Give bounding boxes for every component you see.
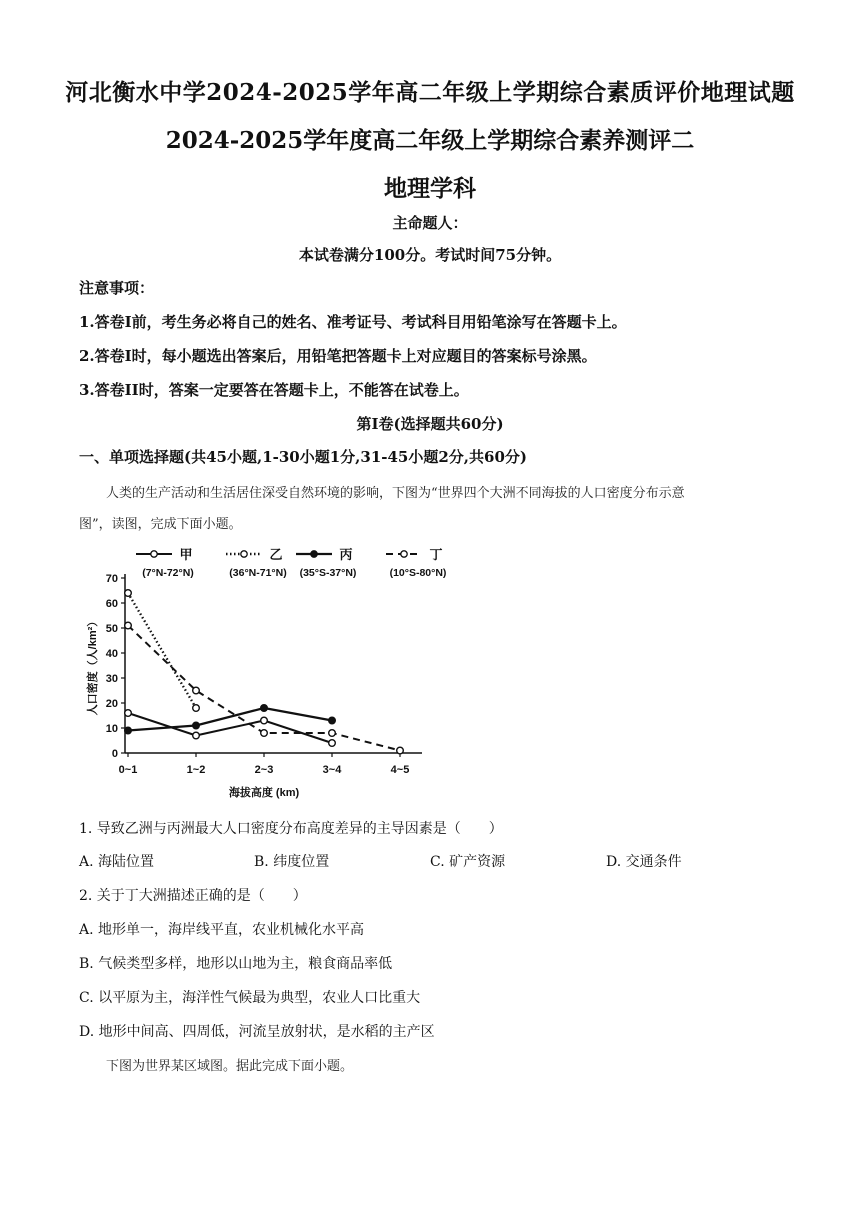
question-1-stem: 1. 导致乙洲与丙洲最大人口密度分布高度差异的主导因素是（ ）: [79, 821, 503, 837]
y-tick-label: 0: [111, 748, 118, 760]
note-item: 1.答卷I前，考生务必将自己的姓名、准考证号、考试科目用铅笔涂写在答题卡上。: [79, 313, 627, 331]
y-tick-label: 10: [105, 723, 118, 735]
note-item: 3.答卷II时，答案一定要答在答题卡上，不能答在试卷上。: [79, 381, 469, 399]
data-point: [397, 747, 404, 754]
q1-option-a[interactable]: A. 海陆位置: [79, 854, 155, 870]
y-tick-label: 70: [105, 573, 118, 585]
x-tick-label: 1~2: [186, 764, 206, 776]
data-point: [329, 730, 336, 737]
legend-swatch-marker: [311, 551, 317, 557]
section-title: 一、单项选择题(共45小题,1-30小题1分,31-45小题2分,共60分): [79, 448, 527, 466]
intro-text-line1: 人类的生产活动和生活居住深受自然环境的影响，下图为“世界四个大洲不同海拔的人口密度分布示意: [106, 486, 685, 501]
y-tick-label: 30: [105, 673, 118, 685]
y-tick-label: 40: [105, 648, 118, 660]
data-point: [261, 717, 268, 724]
subject-title: 地理学科: [384, 175, 476, 202]
y-tick-label: 50: [105, 623, 118, 635]
data-point: [193, 732, 200, 739]
data-point: [125, 622, 132, 629]
legend-range: (35°S-37°N): [299, 567, 357, 579]
q2-option-b[interactable]: B. 气候类型多样，地形以山地为主，粮食商品率低: [79, 956, 393, 972]
chart-series: [125, 590, 404, 754]
legend-label: 甲: [179, 547, 193, 562]
data-point: [329, 740, 336, 747]
data-point: [125, 727, 132, 734]
x-tick-label: 0~1: [118, 764, 138, 776]
legend-range: (36°N-71°N): [229, 567, 287, 579]
exam-title: 河北衡水中学2024-2025学年高二年级上学期综合素质评价地理试题: [65, 79, 795, 106]
exam-subtitle: 2024-2025学年度高二年级上学期综合素养测评二: [165, 127, 695, 154]
next-intro: 下图为世界某区域图。据此完成下面小题。: [106, 1059, 354, 1074]
population-density-chart: [84, 540, 454, 810]
data-point: [329, 717, 336, 724]
legend-swatch-marker: [241, 551, 247, 557]
x-tick-label: 3~4: [322, 764, 342, 776]
legend-swatch-marker: [151, 551, 157, 557]
part-title: 第I卷(选择题共60分): [356, 415, 504, 433]
data-point: [193, 722, 200, 729]
legend-swatch-marker: [401, 551, 407, 557]
data-point: [193, 687, 200, 694]
series-line-1: [128, 593, 196, 708]
x-tick-label: 2~3: [254, 764, 274, 776]
data-point: [125, 710, 132, 717]
note-item: 2.答卷I时，每小题选出答案后，用铅笔把答题卡上对应题目的答案标号涂黑。: [79, 347, 597, 365]
q1-option-b[interactable]: B. 纬度位置: [254, 854, 330, 870]
data-point: [261, 705, 268, 712]
q2-option-d[interactable]: D. 地形中间高、四周低，河流呈放射状，是水稻的主产区: [79, 1024, 435, 1040]
y-axis-title: 人口密度（人/km²）: [87, 615, 99, 716]
setter-line: 主命题人：: [392, 214, 468, 232]
legend-label: 乙: [269, 547, 283, 562]
data-point: [125, 590, 132, 597]
exam-info: 本试卷满分100分。考试时间75分钟。: [298, 246, 562, 264]
legend-label: 丁: [429, 547, 443, 562]
x-tick-label: 4~5: [390, 764, 410, 776]
y-tick-label: 20: [105, 698, 118, 710]
question-2-stem: 2. 关于丁大洲描述正确的是（ ）: [79, 888, 307, 904]
legend-range: (10°S-80°N): [389, 567, 447, 579]
intro-text-line2: 图”，读图，完成下面小题。: [79, 517, 242, 532]
legend-label: 丙: [339, 547, 353, 562]
chart-legend: [136, 547, 446, 579]
q2-option-a[interactable]: A. 地形单一，海岸线平直，农业机械化水平高: [79, 922, 365, 938]
legend-range: (7°N-72°N): [142, 567, 194, 579]
x-axis-title: 海拔高度 (km): [228, 787, 300, 799]
data-point: [261, 730, 268, 737]
q2-option-c[interactable]: C. 以平原为主，海洋性气候最为典型，农业人口比重大: [79, 990, 421, 1006]
q1-option-c[interactable]: C. 矿产资源: [430, 854, 506, 870]
q1-option-d[interactable]: D. 交通条件: [606, 854, 682, 870]
y-tick-label: 60: [105, 598, 118, 610]
data-point: [193, 705, 200, 712]
chart-axes: [85, 573, 422, 799]
notes-heading: 注意事项：: [79, 279, 155, 297]
